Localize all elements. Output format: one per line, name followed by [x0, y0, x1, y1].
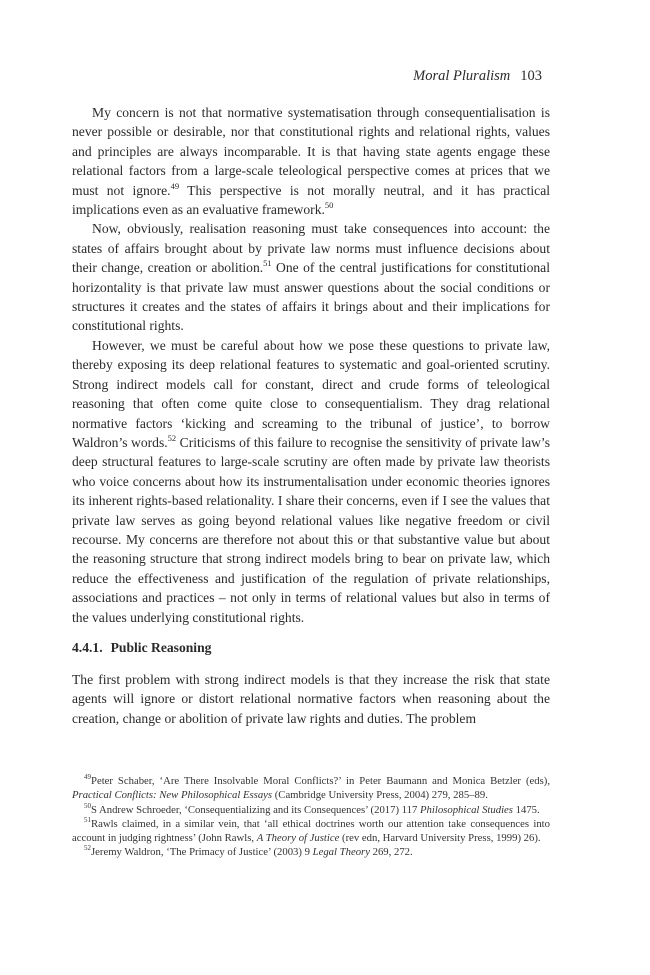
running-head-title: Moral Pluralism	[413, 68, 511, 84]
section-title: Public Reasoning	[110, 640, 212, 655]
section-heading	[72, 638, 211, 657]
footnote-number: 49	[84, 773, 91, 781]
paragraph-text: One of the central justifications for constitutional horizontality is that private law must answer questions about the social conditions or structures it creates and the states of affairs it brings about and their implications for constitutional rights.	[72, 260, 550, 334]
footnote-ref-49: 49	[170, 180, 180, 191]
paragraph-3	[72, 336, 550, 627]
footnote-text: 1475.	[512, 803, 540, 816]
footnote-number: 52	[84, 844, 91, 853]
section-body	[72, 670, 550, 728]
section-number: 4.4.1.	[72, 640, 103, 655]
paragraph-1	[72, 103, 550, 219]
page-number: 103	[520, 68, 542, 84]
footnote-text: Peter Schaber, ‘Are There Insolvable Moral Conflicts?’ in Peter Baumann and Monica Betzler (eds),	[91, 775, 550, 787]
footnote-text: S Andrew Schroeder, ‘Consequentializing and its Consequences’ (2017) 117	[91, 803, 421, 816]
section-paragraph: The first problem with strong indirect models is that they increase the risk that state agents will ignore or distort relational normative factors when reasoning about the creation, change or abolition of private law rights and duties. The problem	[72, 672, 550, 726]
footnote-title: Legal Theory	[312, 846, 370, 859]
footnote-text: (Cambridge University Press, 2004) 279, 285–89.	[272, 789, 488, 802]
paragraph-text: My concern is not that normative systematisation through consequentialisation is never possible or desirable, nor that constitutional rights and relational rights, values and principles are always incomparable. It is that having state agents engage these relational factors from a large-scale teleological perspective comes at prices that we must not ignore.	[72, 105, 550, 198]
footnote-ref-52: 52	[167, 432, 177, 443]
paragraph-text: Criticisms of this failure to recognise the sensitivity of private law’s deep structural features to large-scale scrutiny are often made by private law theorists who voice concerns about how its instrumentalisation under economic theories ignores its inherent rights-based relationality. I share their concerns, even if I see the values that private law serves as going beyond relational values like negative freedom or civil recourse. My concerns are therefore not about this or that substantive value but about the reasoning structure that strong indirect models bring to bear on private law, which reduce the effectiveness and justification of the regulation of private relationships, associations and practices – not only in terms of relational values but also in terms of the values underlying constitutional rights.	[72, 434, 550, 625]
footnote-ref-51: 51	[263, 258, 272, 269]
paragraph-text: However, we must be careful about how we pose these questions to private law, thereby exposing its deep relational features to systematic and goal-oriented scrutiny. Strong indirect models call for constant, direct and crude forms of teleological reasoning that often come quite close to consequentialism. They drag relational normative factors ‘kicking and screaming to the tribunal of justice’, to borrow Waldron’s words.	[72, 337, 550, 450]
footnote-number: 51	[84, 815, 91, 824]
footnote-text: Jeremy Waldron, ‘The Primacy of Justice’ (2003) 9	[91, 846, 313, 859]
footnote-title: Practical Conflicts: New Philosophical Essays	[72, 789, 273, 802]
footnote-ref-50: 50	[324, 200, 334, 211]
paragraph-2	[72, 219, 550, 335]
footnote-title: Philosophical Studies	[420, 803, 513, 816]
paragraph-text: This perspective is not morally neutral, and it has practical implications even as an evaluative framework.	[72, 182, 551, 218]
paragraph-text: Now, obviously, realisation reasoning must take consequences into account: the states of affairs brought about by private law norms must influence decisions about their change, creation or abolition.	[72, 221, 550, 276]
footnote-text: Rawls claimed, in a similar vein, that ‘all ethical doctrines worth our attention take consequences into account in judging rightness’ (John Rawls,	[72, 817, 550, 845]
footnote-text: (rev edn, Harvard University Press, 1999) 26).	[339, 832, 541, 845]
footnote-title: A Theory of Justice	[256, 832, 340, 845]
footnote-50	[72, 803, 550, 817]
footnote-number: 50	[84, 801, 91, 810]
footnote-52	[72, 845, 550, 859]
running-head	[413, 66, 542, 86]
body-text	[72, 103, 550, 627]
footnote-51	[72, 817, 550, 846]
footnotes	[72, 774, 550, 860]
footnote-49	[72, 774, 550, 803]
footnote-text: 269, 272.	[369, 846, 413, 859]
